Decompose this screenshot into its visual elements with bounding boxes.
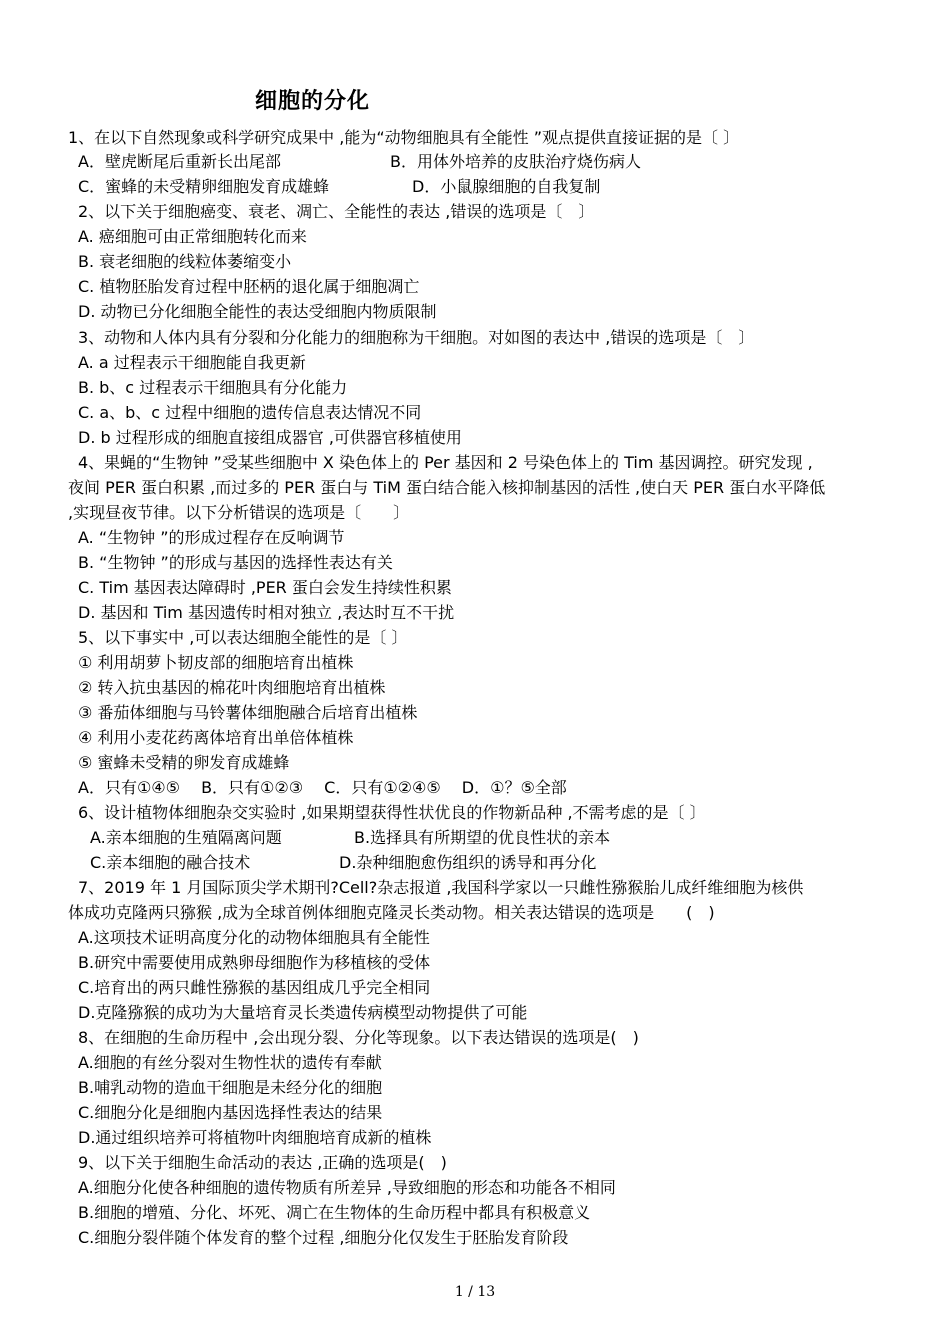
option-text: C.细胞分裂伴随个体发育的整个过程 ,细胞分化仅发生于胚胎发育阶段	[78, 1228, 569, 1247]
option-text: B.研究中需要使用成熟卵母细胞作为移植核的受体	[78, 953, 431, 972]
option-text: B. b、c 过程表示干细胞具有分化能力	[78, 378, 348, 397]
statement-text: ③ 番茄体细胞与马铃薯体细胞融合后培育出植株	[78, 703, 418, 722]
option-text: C.培育出的两只雌性猕猴的基因组成几乎完全相同	[78, 978, 431, 997]
option-text: A. a 过程表示干细胞能自我更新	[78, 353, 306, 372]
question-text: 4、果蝇的“生物钟 ”受某些细胞中 X 染色体上的 Per 基因和 2 号染色体上的 Tim 基因调控。研究发现 ,	[78, 453, 813, 472]
option-text: D. b 过程形成的细胞直接组成器官 ,可供器官移植使用	[78, 428, 462, 447]
question-text: 1、在以下自然现象或科学研究成果中 ,能为“动物细胞具有全能性 ”观点提供直接证据的是〔 〕	[68, 128, 740, 147]
question-text: 8、在细胞的生命历程中 ,会出现分裂、分化等现象。以下表达错误的选项是( )	[78, 1028, 639, 1047]
option-text: D. 动物已分化细胞全能性的表达受细胞内物质限制	[78, 302, 437, 321]
option-text: A.亲本细胞的生殖隔离问题	[90, 828, 282, 847]
option-text: B.细胞的增殖、分化、坏死、凋亡在生物体的生命历程中都具有积极意义	[78, 1203, 591, 1222]
question-text: 体成功克隆两只猕猴 ,成为全球首例体细胞克隆灵长类动物。相关表达错误的选项是 ( )	[68, 903, 715, 922]
statement-text: ⑤ 蜜蜂未受精的卵发育成雄蜂	[78, 753, 290, 772]
option-text: C．蜜蜂的未受精卵细胞发育成雄蜂	[78, 177, 330, 196]
option-text: C. a、b、c 过程中细胞的遗传信息表达情况不同	[78, 403, 422, 422]
question-text: 9、以下关于细胞生命活动的表达 ,正确的选项是( )	[78, 1153, 447, 1172]
page-number: 1 / 13	[454, 1284, 496, 1300]
option-text: C.亲本细胞的融合技术	[90, 853, 251, 872]
option-text: A．壁虎断尾后重新长出尾部	[78, 152, 281, 171]
option-text: C.细胞分化是细胞内基因选择性表达的结果	[78, 1103, 383, 1122]
statement-text: ① 利用胡萝卜韧皮部的细胞培育出植株	[78, 653, 354, 672]
option-text: D.克隆猕猴的成功为大量培育灵长类遗传病模型动物提供了可能	[78, 1003, 528, 1022]
option-text: A.细胞的有丝分裂对生物性状的遗传有奉献	[78, 1053, 382, 1072]
question-text: 夜间 PER 蛋白积累 ,而过多的 PER 蛋白与 TiM 蛋白结合能入核抑制基因的活性 ,使白天 PER 蛋白水平降低	[68, 478, 826, 497]
option-text: A. “生物钟 ”的形成过程存在反响调节	[78, 528, 345, 547]
statement-text: ② 转入抗虫基因的棉花叶肉细胞培育出植株	[78, 678, 386, 697]
question-text: 2、以下关于细胞癌变、衰老、凋亡、全能性的表达 ,错误的选项是〔 〕	[78, 202, 595, 221]
option-text: B.哺乳动物的造血干细胞是未经分化的细胞	[78, 1078, 383, 1097]
option-text: B. “生物钟 ”的形成与基因的选择性表达有关	[78, 553, 393, 572]
option-text: D.杂种细胞愈伤组织的诱导和再分化	[339, 853, 597, 872]
option-text: D. 基因和 Tim 基因遗传时相对独立 ,表达时互不干扰	[78, 603, 455, 622]
question-text: 5、以下事实中 ,可以表达细胞全能性的是〔 〕	[78, 628, 408, 647]
option-text: B．用体外培养的皮肤治疗烧伤病人	[390, 152, 641, 171]
option-text: D.通过组织培养可将植物叶肉细胞培育成新的植株	[78, 1128, 432, 1147]
option-text: A.这项技术证明高度分化的动物体细胞具有全能性	[78, 928, 430, 947]
option-text: C. Tim 基因表达障碍时 ,PER 蛋白会发生持续性积累	[78, 578, 452, 597]
question-text: 7、2019 年 1 月国际顶尖学术期刊?Cell?杂志报道 ,我国科学家以一只雌性猕猴胎儿成纤维细胞为核供	[78, 878, 804, 897]
option-text: B. 衰老细胞的线粒体萎缩变小	[78, 252, 292, 271]
question-text: 3、动物和人体内具有分裂和分化能力的细胞称为干细胞。对如图的表达中 ,错误的选项是〔 〕	[78, 328, 755, 347]
option-text: A．只有①④⑤ B．只有①②③ C．只有①②④⑤ D．①？⑤全部	[78, 778, 567, 797]
option-text: B.选择具有所期望的优良性状的亲本	[354, 828, 611, 847]
question-text: ,实现昼夜节律。以下分析错误的选项是〔 〕	[68, 503, 410, 522]
option-text: A. 癌细胞可由正常细胞转化而来	[78, 227, 307, 246]
page-title: 细胞的分化	[255, 89, 371, 114]
option-text: D．小鼠腺细胞的自我复制	[412, 177, 601, 196]
statement-text: ④ 利用小麦花药离体培育出单倍体植株	[78, 728, 354, 747]
question-text: 6、设计植物体细胞杂交实验时 ,如果期望获得性状优良的作物新品种 ,不需考虑的是〔 〕	[78, 803, 706, 822]
option-text: A.细胞分化使各种细胞的遗传物质有所差异 ,导致细胞的形态和功能各不相同	[78, 1178, 616, 1197]
option-text: C. 植物胚胎发育过程中胚柄的退化属于细胞凋亡	[78, 277, 420, 296]
